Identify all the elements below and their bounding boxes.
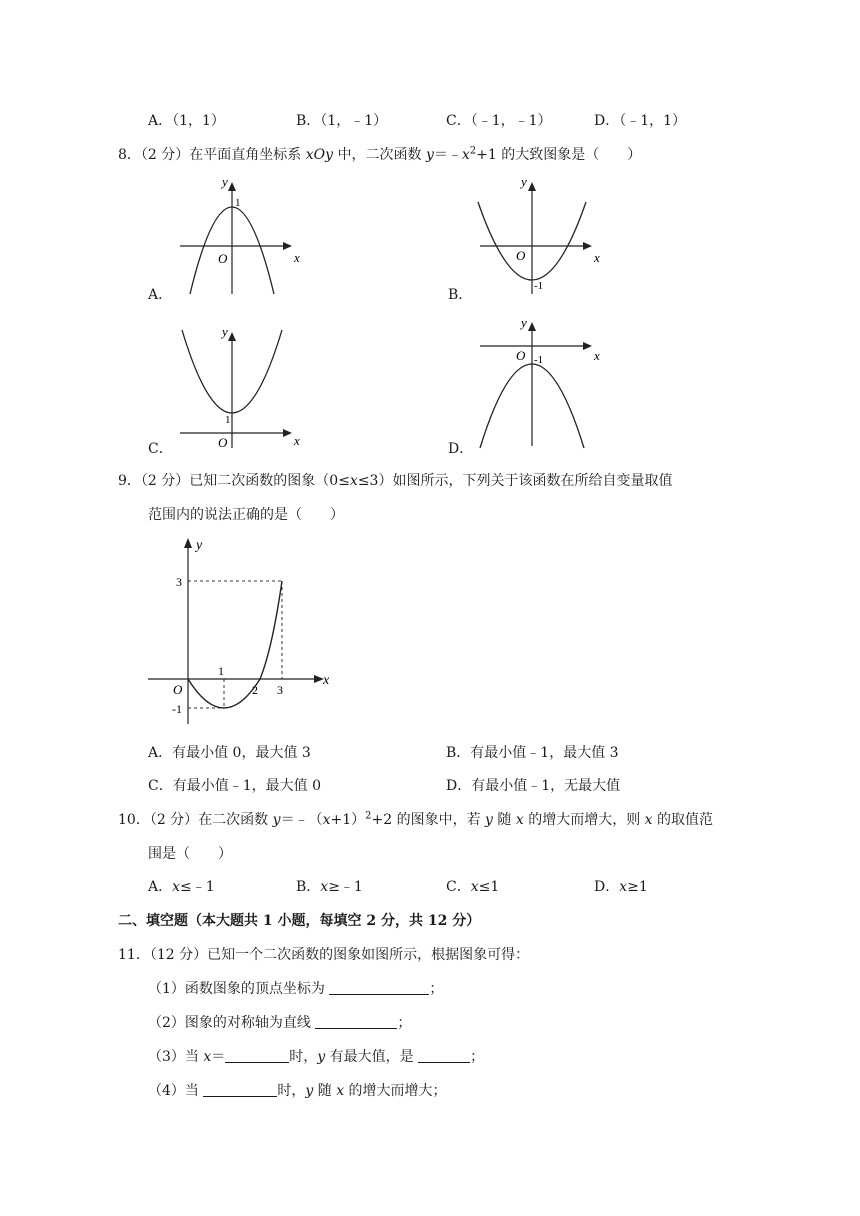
q8a-origin: O (218, 251, 228, 266)
q9-tick-x3: 3 (277, 683, 283, 697)
q10-score: （2 分） (149, 812, 199, 828)
q11-p4-x: x (336, 1083, 345, 1099)
q8-score: （2 分） (140, 147, 190, 163)
q9-graph (140, 532, 340, 732)
q8d-origin: O (516, 348, 526, 363)
q9-tick-ym1: -1 (172, 702, 182, 716)
q9-tick-x1: 1 (218, 664, 224, 678)
q9-x-label: x (323, 673, 330, 688)
q8-exp: 2 (469, 145, 477, 157)
q8-label-c: C． (148, 441, 173, 457)
section-2-title: 二、填空题（本大题共 1 小题，每填空 2 分，共 12 分） (118, 913, 481, 929)
q8-eq: ＝﹣ (433, 147, 462, 163)
q9-score: （2 分） (140, 473, 190, 489)
q10-y2: y (485, 812, 493, 828)
q8d-vertex-label: -1 (534, 354, 544, 366)
q10-t3: +1） (330, 812, 366, 828)
q8c-origin: O (218, 435, 228, 450)
q9-option-a: A．有最小值 0，最大值 3 (148, 745, 311, 761)
q7-option-c: C．（﹣1，﹣1） (446, 113, 552, 129)
q8a-y-label: y (222, 174, 228, 189)
q11-p3-blank-x[interactable] (225, 1048, 289, 1063)
q10-t5: 随 (492, 812, 516, 828)
q8a-x-label: x (294, 250, 300, 265)
q10-t2: ＝﹣（ (280, 812, 323, 828)
q10-a-pre: A． (148, 879, 173, 895)
q10-exp: 2 (365, 810, 372, 822)
q11-p4-text: 的增大而增大； (344, 1083, 447, 1099)
q11-stem (118, 946, 529, 964)
q11-number: 11． (118, 947, 150, 963)
q11-p1-blank[interactable] (329, 980, 429, 995)
q9-line1: 已知二次函数的图象（0≤ (189, 473, 350, 489)
q10-option-b (296, 878, 363, 896)
q8a-vertex-label: 1 (235, 197, 241, 209)
q11-p3-y: y (317, 1049, 326, 1065)
q8c-vertex-label: 1 (225, 414, 231, 426)
q10-b-post: ≥﹣1 (328, 879, 363, 895)
q9-stem-line2: 范围内的说法正确的是（ ） (148, 507, 344, 523)
q8-label-d: D． (448, 441, 474, 457)
q11-part-4 (148, 1082, 447, 1100)
q9-y-label: y (196, 538, 203, 553)
q8d-x-label: x (594, 348, 600, 363)
q10-a-x: x (172, 879, 181, 895)
q9-x: x (349, 473, 358, 489)
q11-p3-when: 时， (289, 1049, 318, 1065)
q8b-y-label: y (521, 174, 527, 189)
q8b-origin: O (516, 248, 526, 263)
q10-x3: x (644, 812, 653, 828)
q8c-y-label: y (222, 324, 228, 339)
q11-p2-blank[interactable] (315, 1014, 397, 1029)
q9-line1b: ≤3）如图所示，下列关于该函数在所给自变量取值 (357, 473, 673, 489)
q11-part-3 (148, 1048, 484, 1066)
q11-p3-x: x (203, 1049, 212, 1065)
q8b-vertex-label: -1 (534, 280, 544, 292)
q9-option-c: C．有最小值﹣1，最大值 0 (148, 778, 321, 794)
q10-stem-line1 (118, 811, 713, 829)
q10-a-post: ≤﹣1 (180, 879, 215, 895)
q10-t6: 的增大而增大，则 (523, 812, 645, 828)
q7-option-b: B．（1，﹣1） (296, 113, 388, 129)
q11-p4-when: 时， (277, 1083, 306, 1099)
q10-t1: 在二次函数 (198, 812, 273, 828)
q8-graph-b (470, 170, 610, 300)
q8-y: y (425, 147, 434, 163)
q8-x: x (461, 147, 470, 163)
q9-tick-x2: 2 (252, 683, 258, 697)
q11-p4-with: 随 (313, 1083, 337, 1099)
q7-option-d: D．（﹣1，1） (594, 113, 687, 129)
q11-p3-text: 有最大值，是 (325, 1049, 414, 1065)
q9-option-b: B．有最小值﹣1，最大值 3 (446, 745, 619, 761)
q10-x: x (322, 812, 331, 828)
q8-text3: 的大致图象是（ ） (496, 147, 642, 163)
q11-part-2 (148, 1014, 411, 1032)
q10-t7: 的取值范 (652, 812, 714, 828)
q10-x2: x (515, 812, 524, 828)
q10-number: 10． (118, 812, 150, 828)
q8-text2: 中，二次函数 (333, 147, 426, 163)
q8-stem (118, 146, 641, 164)
q9-number: 9． (118, 473, 141, 489)
q9-origin: O (173, 682, 183, 697)
q8c-x-label: x (294, 433, 300, 448)
q10-option-c (446, 878, 499, 896)
q10-d-x: x (619, 879, 628, 895)
q10-c-post: ≤1 (478, 879, 500, 895)
q8-number: 8． (118, 147, 141, 163)
q10-c-pre: C． (446, 879, 471, 895)
q11-p3-blank-max[interactable] (418, 1048, 470, 1063)
q11-p4-y: y (305, 1083, 314, 1099)
q8-text1: 在平面直角坐标系 (189, 147, 306, 163)
q10-y: y (272, 812, 281, 828)
q9-option-d: D．有最小值﹣1，无最大值 (446, 778, 621, 794)
q10-b-x: x (320, 879, 329, 895)
q8-graph-d (470, 310, 610, 450)
q10-d-post: ≥1 (627, 879, 648, 895)
q10-stem-line2: 围是（ ） (148, 846, 232, 862)
q8-xoy: xOy (305, 147, 334, 163)
q10-option-d (594, 878, 648, 896)
q11-score: （12 分） (149, 947, 208, 963)
q11-p4-pre: （4）当 (148, 1083, 199, 1099)
q8-graph-a (170, 170, 310, 300)
q8-plus1: +1 (476, 147, 497, 163)
q11-p3-eq: ＝ (211, 1049, 226, 1065)
q11-part-1 (148, 980, 443, 998)
q11-p2-text: （2）图象的对称轴为直线 (148, 1015, 311, 1031)
q11-text: 已知一个二次函数的图象如图所示，根据图象可得： (207, 947, 530, 963)
q11-p1-semicolon: ； (429, 981, 444, 997)
q11-p4-blank[interactable] (203, 1082, 277, 1097)
q8-label-b: B． (448, 287, 473, 303)
q11-p3-semicolon: ； (470, 1049, 485, 1065)
q11-p3-pre: （3）当 (148, 1049, 204, 1065)
q10-b-pre: B． (296, 879, 321, 895)
q10-d-pre: D． (594, 879, 620, 895)
q9-stem-line1 (118, 472, 672, 490)
q10-c-x: x (470, 879, 479, 895)
q11-p2-semicolon: ； (397, 1015, 412, 1031)
q9-tick-y3: 3 (176, 575, 182, 589)
q10-option-a (148, 878, 215, 896)
q11-p1-text: （1）函数图象的顶点坐标为 (148, 981, 325, 997)
q8d-y-label: y (521, 315, 527, 330)
q10-t4: +2 的图象中，若 (371, 812, 486, 828)
q8-graph-c (170, 320, 310, 450)
q8b-x-label: x (594, 250, 600, 265)
q7-option-a: A．（1，1） (148, 113, 225, 129)
q8-label-a: A． (148, 287, 173, 303)
